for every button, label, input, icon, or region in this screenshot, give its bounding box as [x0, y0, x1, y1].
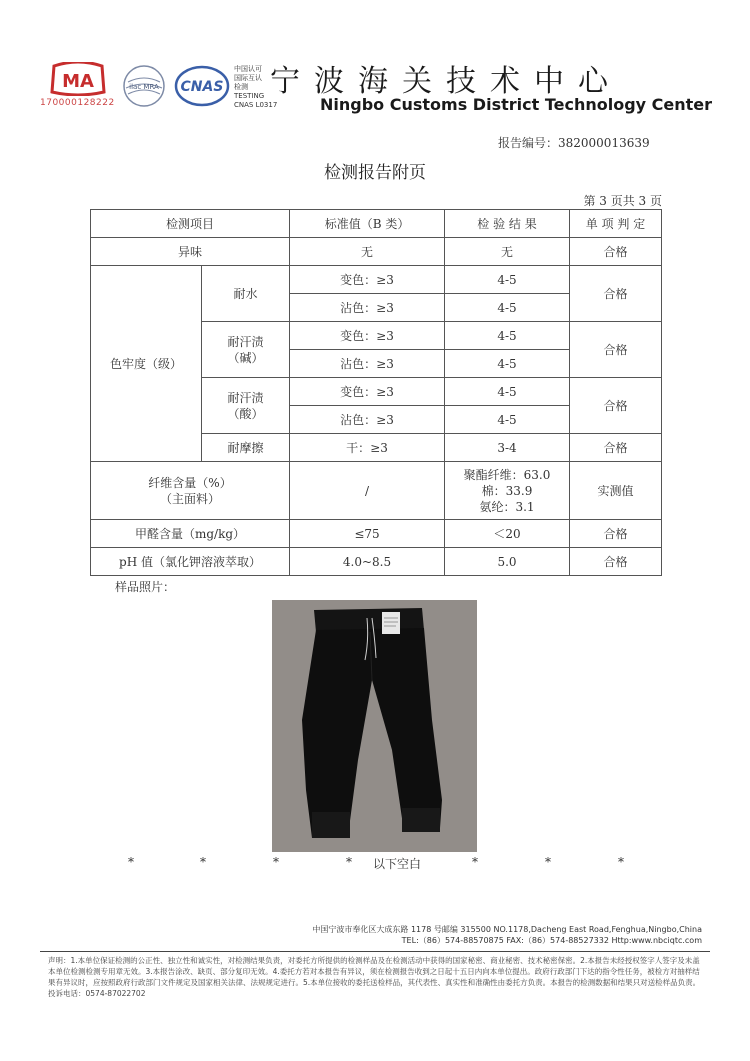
table-row: [91, 548, 662, 576]
footer-address: 中国宁波市奉化区大成东路 1178 号邮编 315500 NO.1178,Dacheng East Road,Fenghua,Ningbo,China: [312, 925, 702, 934]
star-marker: *: [618, 855, 624, 869]
page-count: 第 3 页共 3 页: [583, 194, 662, 208]
org-title-chinese: 宁波海关技术中心: [270, 64, 622, 99]
water-verdict: 合格: [570, 266, 662, 322]
sample-photo-label: 样品照片：: [115, 580, 176, 594]
sweat-alkali-standard-change: 变色：≥3: [290, 322, 445, 350]
sweat-acid-result-stain: 4-5: [445, 406, 570, 434]
cma-logo: [48, 62, 108, 96]
svg-text:ilac MRA: ilac MRA: [129, 83, 159, 91]
rubbing-label: 耐摩擦: [202, 434, 290, 462]
svg-text:MA: MA: [62, 71, 94, 92]
cnas-line: 国际互认: [234, 74, 262, 82]
cnas-line: 检测: [234, 83, 248, 91]
odor-result: 无: [445, 238, 570, 266]
fiber-verdict: 实测值: [570, 462, 662, 520]
header-standard: 标准值（B 类）: [290, 210, 445, 238]
blank-marker-row: [0, 855, 750, 871]
cnas-line: TESTING: [234, 92, 265, 100]
cnas-line: CNAS L0317: [234, 101, 278, 109]
star-marker: *: [545, 855, 551, 869]
table-row: [91, 238, 662, 266]
water-label: 耐水: [202, 266, 290, 322]
sweat-alkali-label: 耐汗渍 （碱）: [202, 322, 290, 378]
star-marker: *: [200, 855, 206, 869]
sweat-alkali-standard-stain: 沾色：≥3: [290, 350, 445, 378]
odor-item: 异味: [91, 238, 290, 266]
sweat-acid-label: 耐汗渍 （酸）: [202, 378, 290, 434]
footer-divider: [40, 951, 710, 952]
header-test-item: 检测项目: [91, 210, 290, 238]
sample-photo: [272, 600, 477, 852]
formaldehyde-result: ＜20: [445, 520, 570, 548]
ilac-mra-logo: [122, 64, 166, 108]
sweat-acid-result-change: 4-5: [445, 378, 570, 406]
ph-item: pH 值（氯化钾溶液萃取）: [91, 548, 290, 576]
odor-standard: 无: [290, 238, 445, 266]
fiber-standard: /: [290, 462, 445, 520]
footer-disclaimer: 声明：1.本单位保证检测的公正性、独立性和诚实性，对检测结果负责，对委托方所提供的检测样品及在检测活动中获得的国家秘密、商业秘密、技术秘密保密。2.本报告未经授权签字人签字及未盖本单位检测检测专用章无效。3.本报告涂改、缺页、部分复印无效。4.委托方若对本报告有异议，须在检测报告收到之日起十五日内向本单位提出。政府行政部门下达的指令性任务，被检方对抽样结果有异议时，应按照政府行政部门文件规定及国家相关法律、法规规定进行。5.本单位接收的委托送检样品，其代表性、真实性和准确性由委托方负责。本报告的检测数据和结果只对送检样品负责。投诉电话：0574-87022702: [48, 956, 701, 998]
sweat-acid-standard-stain: 沾色：≥3: [290, 406, 445, 434]
report-number: 报告编号：382000013639: [498, 136, 650, 150]
table-row: [91, 462, 662, 520]
sweat-acid-standard-change: 变色：≥3: [290, 378, 445, 406]
formaldehyde-item: 甲醛含量（mg/kg）: [91, 520, 290, 548]
ph-result: 5.0: [445, 548, 570, 576]
water-standard-stain: 沾色：≥3: [290, 294, 445, 322]
fiber-item: 纤维含量（%） （主面料）: [91, 462, 290, 520]
cnas-logo: [174, 64, 230, 108]
table-row: [91, 266, 662, 294]
colorfastness-label: 色牢度（级）: [91, 266, 202, 462]
sweat-alkali-verdict: 合格: [570, 322, 662, 378]
formaldehyde-standard: ≤75: [290, 520, 445, 548]
star-marker: *: [472, 855, 478, 869]
page-heading: 检测报告附页: [324, 163, 426, 183]
water-result-change: 4-5: [445, 266, 570, 294]
ph-verdict: 合格: [570, 548, 662, 576]
org-title-english: Ningbo Customs District Technology Center: [320, 95, 713, 114]
fiber-result: 聚酯纤维：63.0 棉：33.9 氨纶：3.1: [445, 462, 570, 520]
table-header-row: [91, 210, 662, 238]
sweat-acid-verdict: 合格: [570, 378, 662, 434]
test-results-table: [90, 209, 662, 576]
water-result-stain: 4-5: [445, 294, 570, 322]
rubbing-result: 3-4: [445, 434, 570, 462]
table-row: [91, 520, 662, 548]
ph-standard: 4.0~8.5: [290, 548, 445, 576]
header-verdict: 单 项 判 定: [570, 210, 662, 238]
svg-text:CNAS: CNAS: [180, 79, 224, 95]
water-standard-change: 变色：≥3: [290, 266, 445, 294]
star-marker: *: [128, 855, 134, 869]
odor-verdict: 合格: [570, 238, 662, 266]
sweat-alkali-result-change: 4-5: [445, 322, 570, 350]
cnas-line: 中国认可: [234, 65, 262, 73]
star-marker: *: [346, 855, 352, 869]
rubbing-verdict: 合格: [570, 434, 662, 462]
header-result: 检 验 结 果: [445, 210, 570, 238]
blank-below-text: 以下空白: [373, 857, 422, 871]
formaldehyde-verdict: 合格: [570, 520, 662, 548]
star-marker: *: [273, 855, 279, 869]
footer-contact: TEL:（86）574-88570875 FAX:（86）574-88527332 Http:www.nbciqtc.com: [401, 936, 702, 945]
rubbing-standard: 干：≥3: [290, 434, 445, 462]
sweat-alkali-result-stain: 4-5: [445, 350, 570, 378]
cma-number: 170000128222: [40, 98, 115, 108]
